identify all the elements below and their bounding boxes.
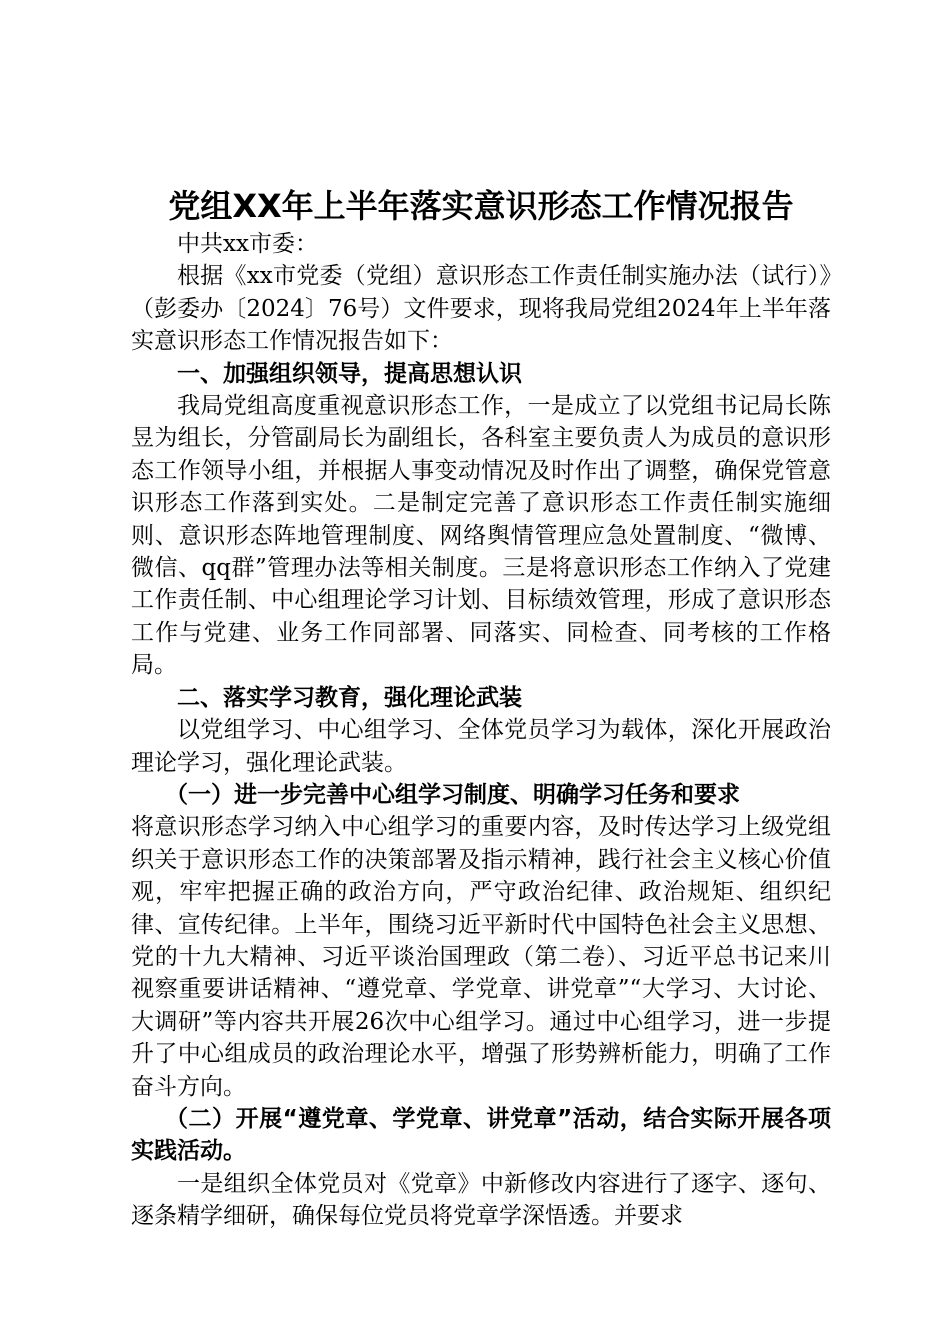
document-body [131, 188, 831, 1233]
subsection-1-heading: （一）进一步完善中心组学习制度、明确学习任务和要求 [165, 781, 740, 808]
document-title: 党组XX年上半年落实意识形态工作情况报告 [168, 187, 794, 225]
section-2-heading: 二、落实学习教育，强化理论武装 [177, 684, 522, 711]
subsection-2-paragraph: 一是组织全体党员对《党章》中新修改内容进行了逐字、逐句、逐条精学细研，确保每位党员将党章学深悟透。并要求 [131, 1170, 831, 1230]
section-2-paragraph: 以党组学习、中心组学习、全体党员学习为载体，深化开展政治理论学习，强化理论武装。 [131, 717, 831, 776]
subsection-2-heading: （二）开展“遵党章、学党章、讲党章”活动，结合实际开展各项实践活动。 [131, 1105, 831, 1165]
section-1-paragraph: 我局党组高度重视意识形态工作，一是成立了以党组书记局长陈昱为组长，分管副局长为副组长，各科室主要负责人为成员的意识形态工作领导小组，并根据人事变动情况及时作出了调整，确保党管意识形态工作落到实处。二是制定完善了意识形态工作责任制实施细则、意识形态阵地管理制度、网络舆情管理应急处置制度、“微博、微信、qq群”管理办法等相关制度。三是将意识形态工作纳入了党建工作责任制、中心组理论学习计划、目标绩效管理，形成了意识形态工作与党建、业务工作同部署、同落实、同检查、同考核的工作格局。 [131, 393, 831, 679]
subsection-1-paragraph: 将意识形态学习纳入中心组学习的重要内容，及时传达学习上级党组织关于意识形态工作的决策部署及指示精神，践行社会主义核心价值观，牢牢把握正确的政治方向，严守政治纪律、政治规矩、组织纪律、宣传纪律。上半年，围绕习近平新时代中国特色社会主义思想、党的十九大精神、习近平谈治国理政（第二卷）、习近平总书记来川视察重要讲话精神、“遵党章、学党章、讲党章”“大学习、大讨论、大调研”等内容共开展26次中心组学习。通过中心组学习，进一步提升了中心组成员的政治理论水平，增强了形势辨析能力，明确了工作奋斗方向。 [131, 814, 831, 1100]
section-1-heading: 一、加强组织领导，提高思想认识 [177, 360, 522, 387]
salutation: 中共xx市委： [177, 231, 318, 257]
intro-paragraph: 根据《xx市党委（党组）意识形态工作责任制实施办法（试行）》（彭委办〔2024〕76号）文件要求，现将我局党组2024年上半年落实意识形态工作情况报告如下： [131, 263, 831, 355]
